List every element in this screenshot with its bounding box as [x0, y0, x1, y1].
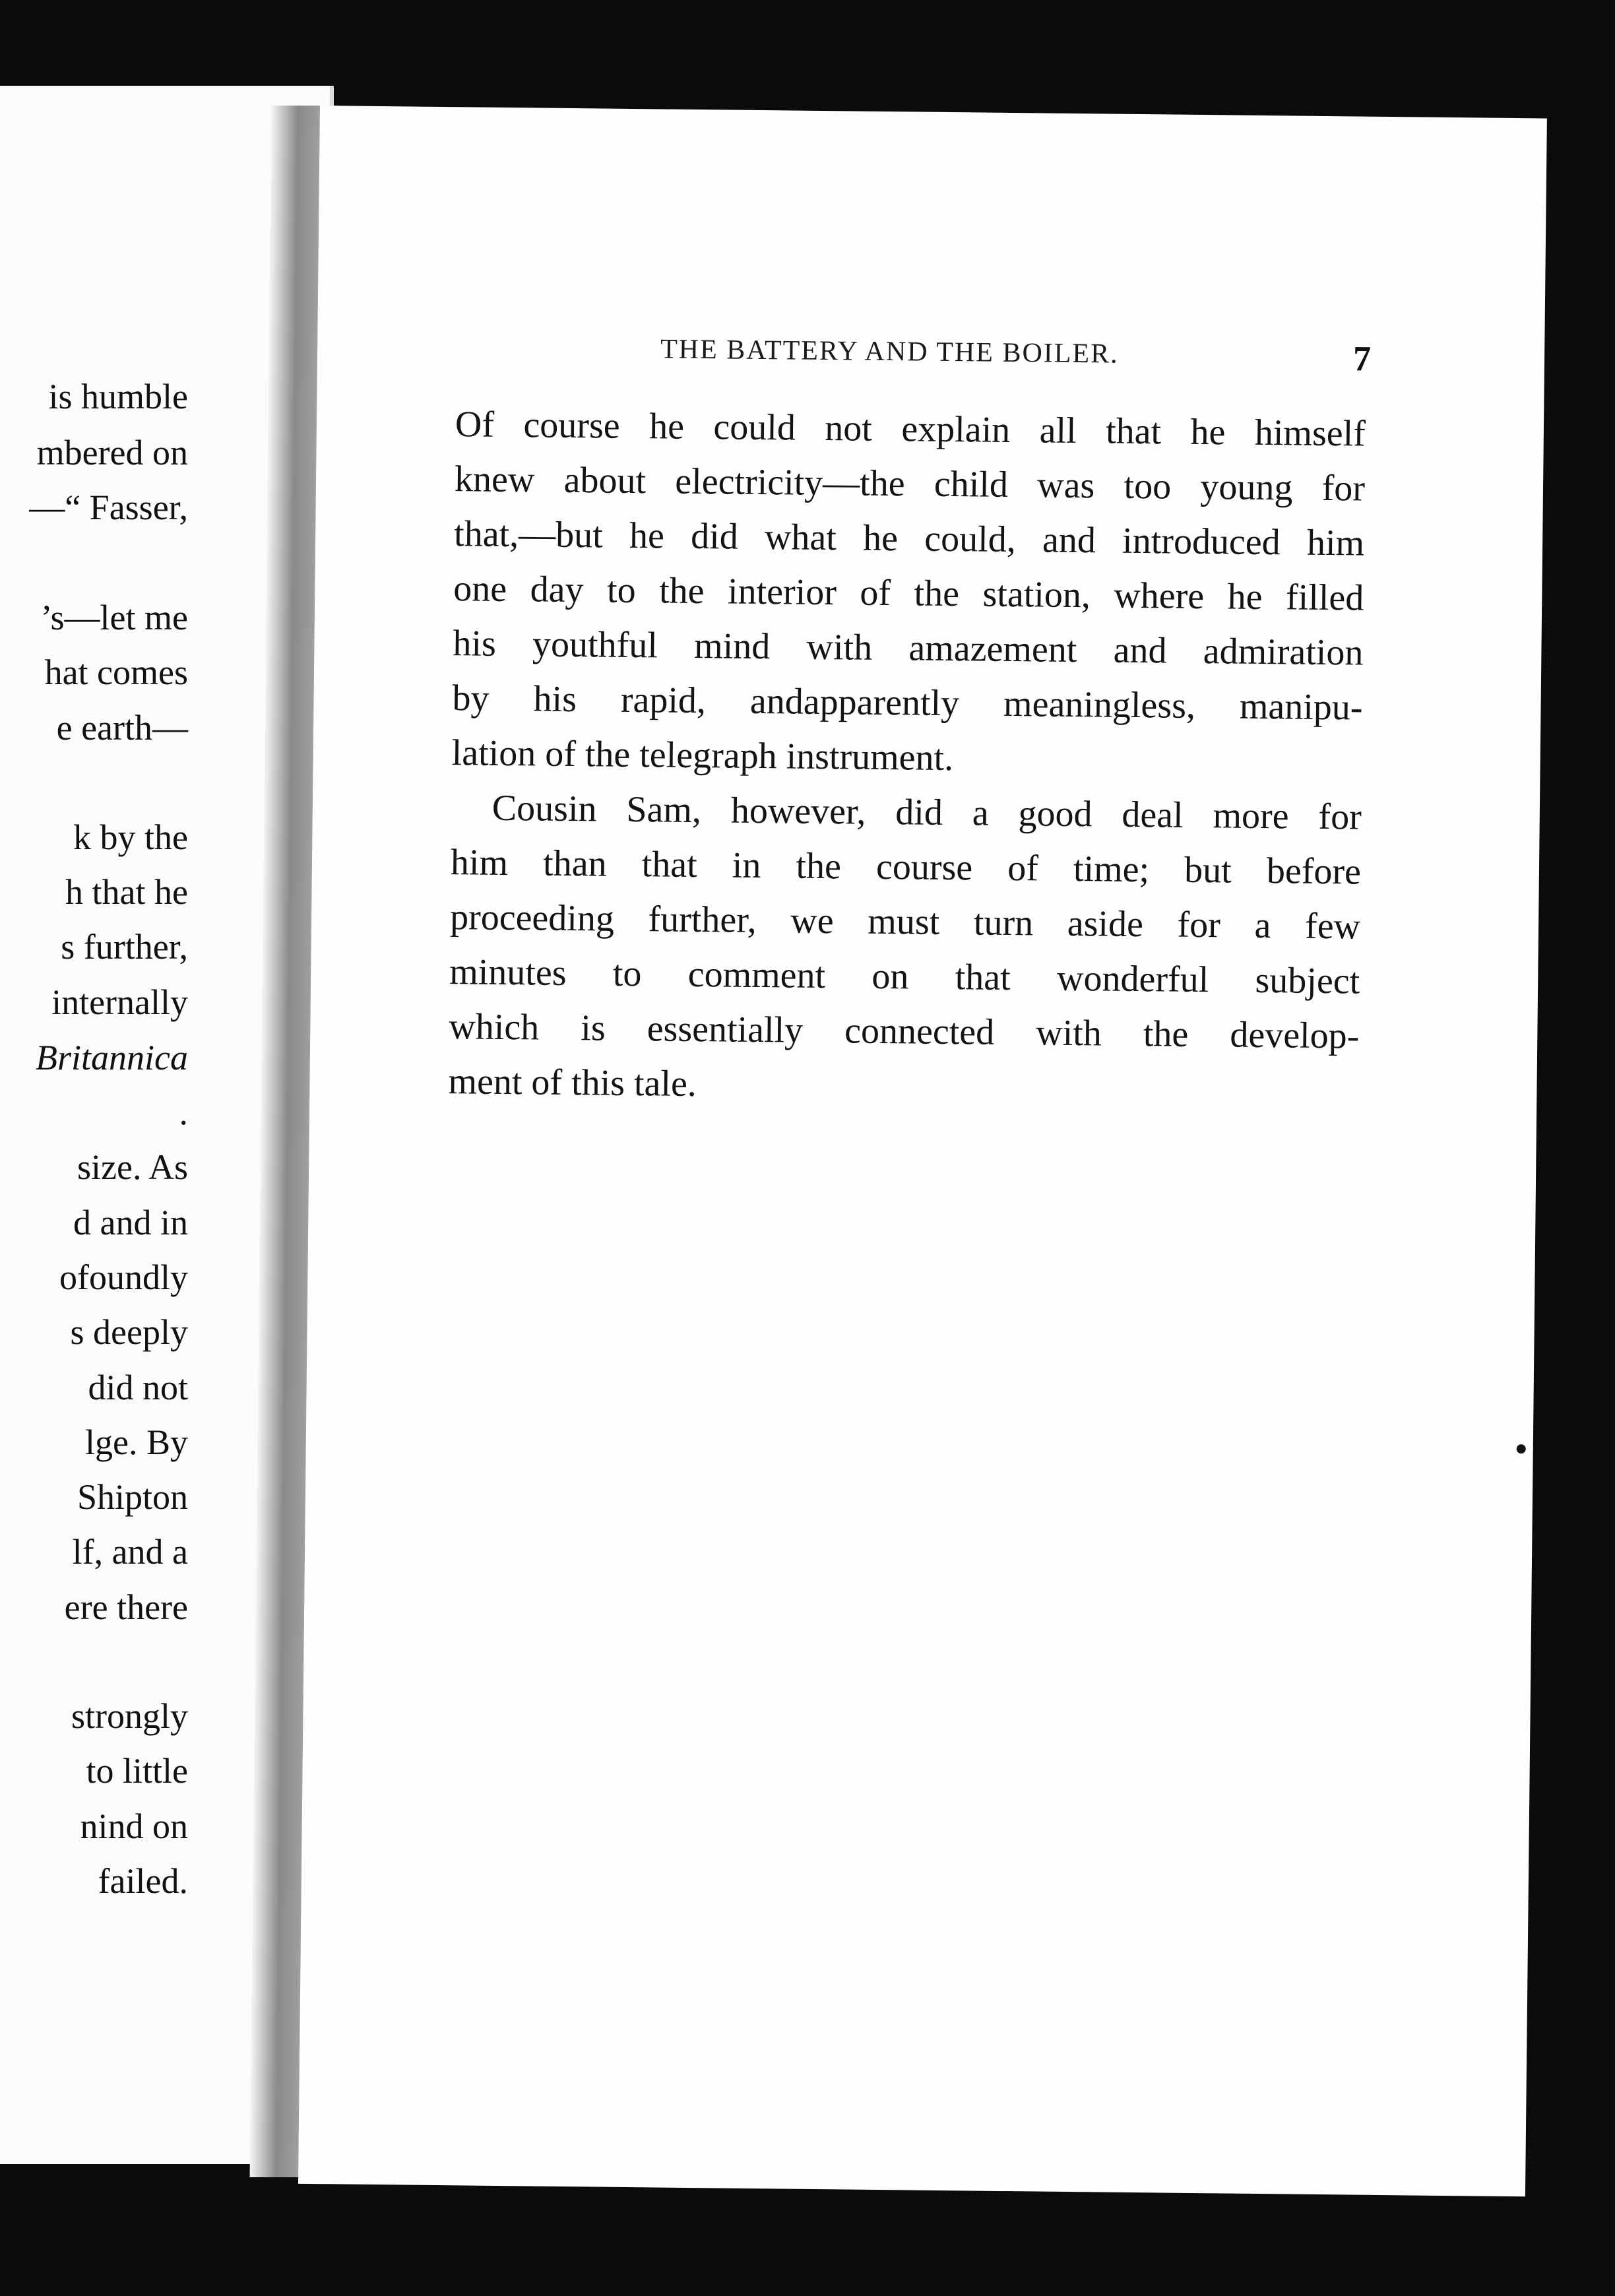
running-head: THE BATTERY AND THE BOILER. [660, 334, 1119, 369]
page-number: 7 [1352, 338, 1372, 379]
scan-speck [1517, 1444, 1526, 1453]
paragraph-1 [451, 397, 1366, 790]
left-page-line: k by the [73, 817, 188, 857]
text-line: minutes to comment on that wonderful subject [449, 951, 1360, 1002]
text-line: Cousin Sam, however, did a good deal more for [491, 787, 1362, 838]
text-line: ment of this tale. [448, 1061, 697, 1105]
text-line: him than that in the course of time; but before [450, 842, 1362, 893]
left-page-line: lf, and a [72, 1532, 188, 1572]
left-page-line: ’s—let me [40, 598, 188, 637]
left-page-line: internally [51, 982, 188, 1022]
left-page-line: s deeply [70, 1312, 188, 1352]
left-page-line: d and in [73, 1203, 188, 1242]
text-line: his youthful mind with amazement and admiration [453, 623, 1364, 674]
left-page-line: hat comes [44, 653, 188, 692]
right-page [298, 106, 1547, 2196]
left-page-line: ere there [64, 1587, 188, 1627]
text-line: that,—but he did what he could, and introduced him [453, 513, 1365, 564]
paragraph-2 [448, 781, 1362, 1118]
text-line: one day to the interior of the station, where he filled [453, 568, 1364, 619]
left-page-line: size. As [77, 1147, 188, 1187]
text-line: by his rapid, andapparently meaningless, manipu- [452, 678, 1363, 728]
left-page-line: failed. [98, 1861, 188, 1901]
left-page-line: is humble [48, 377, 188, 416]
left-page-line: . [179, 1093, 188, 1132]
left-page-line: e earth— [56, 708, 188, 748]
text-line: lation of the telegraph instrument. [451, 732, 954, 779]
left-page-line: to little [86, 1751, 188, 1791]
left-page-line: Britannica [36, 1038, 188, 1077]
text-line: Of course he could not explain all that he himself [455, 404, 1366, 455]
left-page-line: ofoundly [59, 1258, 188, 1297]
left-page-line: did not [88, 1368, 188, 1407]
left-page-line: Shipton [77, 1477, 188, 1517]
left-page-line: mbered on [36, 433, 188, 472]
left-page-line: h that he [65, 872, 188, 912]
left-page-line: s further, [61, 927, 188, 967]
text-line: proceeding further, we must turn aside for a few [449, 897, 1361, 947]
left-page-line: lge. By [85, 1422, 188, 1462]
left-page-line: —“ Fasser, [29, 488, 188, 527]
left-page-line: nind on [80, 1806, 188, 1846]
body-text [448, 397, 1366, 1118]
text-line: knew about electricity—the child was too young for [454, 459, 1366, 509]
left-page-line: strongly [71, 1696, 188, 1736]
text-line: which is essentially connected with the develop- [449, 1006, 1360, 1057]
